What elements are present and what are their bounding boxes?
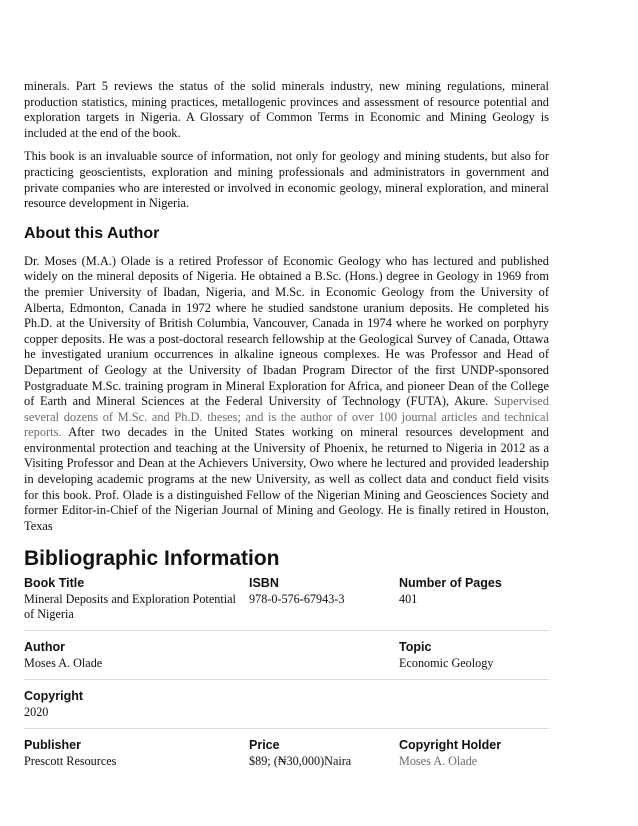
isbn-value: 978-0-576-67943-3 — [249, 592, 345, 607]
pages-cell — [399, 576, 549, 622]
page-content — [24, 79, 549, 777]
author-value: Moses A. Olade — [24, 656, 103, 671]
pages-value: 401 — [399, 592, 418, 607]
bib-row — [24, 572, 549, 631]
price-label: Price — [249, 738, 280, 753]
book-title-value: Mineral Deposits and Exploration Potential of Nigeria — [24, 592, 236, 622]
publisher-value: Prescott Resources — [24, 754, 117, 769]
topic-label: Topic — [399, 640, 432, 655]
topic-value: Economic Geology — [399, 656, 494, 671]
copyright-cell — [24, 689, 249, 720]
book-title-label: Book Title — [24, 576, 85, 591]
audience-paragraph: This book is an invaluable source of information, not only for geology and mining students, but also for practicing geoscientists, exploration and mining professionals and administrators in government and private companies who are interested or involved in economic geology, mineral exploration, and mineral resource development in Nigeria. — [24, 149, 549, 211]
author-bio-part3: After two decades in the United States working on mineral resources development and environmental protection and teaching at the University of Phoenix, he returned to Nigeria in 2012 as a Visiting Professor and Dean at the Achievers University, Owo where he lectured and provided leadership in developing academic programs at the new University, as well as collect data and conduct field visits for this book. Prof. Olade is a distinguished Fellow of the Nigerian Mining and Geosciences Society and former Editor-in-Chief of the Nigerian Journal of Mining and Geology. He is finally retired in Houston, Texas — [24, 425, 549, 533]
author-bio-part1: Dr. Moses (M.A.) Olade is a retired Professor of Economic Geology who has lectured and published widely on the mineral deposits of Nigeria. He obtained a B.Sc. (Hons.) degree in Geology in 1969 from the premier University of Ibadan, Nigeria, and M.Sc. in Economic Geology from the University of Alberta, Edmonton, Canada in 1972 where he studied sandstone uranium deposits. He completed his Ph.D. at the University of British Columbia, Vancouver, Canada in 1974 where he worked on porphyry copper deposits. He was a post-doctoral research fellowship at the Geological Survey of Canada, Ottawa he investigated uranium occurrences in alkaline igneous complexes. He was Professor and Head of Department of Geology at the University of Ibadan Program Director of the first UNDP-sponsored Postgraduate M.Sc. training program in Mineral Exploration for Africa, and pioneer Dean of the College of Earth and Mineral Sciences at the Federal University of Technology (FUTA), Akure. — [24, 253, 549, 409]
author-bio-muted: Supervised several dozens of M.Sc. and Ph.D. theses; and is the author of over 100 journal articles and technical reports. — [24, 394, 549, 440]
copyright-label: Copyright — [24, 689, 84, 704]
pages-label: Number of Pages — [399, 576, 502, 591]
publisher-cell — [24, 738, 249, 769]
publisher-label: Publisher — [24, 738, 81, 753]
isbn-label: ISBN — [249, 576, 279, 591]
about-author-heading: About this Author — [24, 224, 160, 242]
book-title-cell — [24, 576, 249, 622]
copyright-holder-value: Moses A. Olade — [399, 754, 478, 769]
author-cell — [24, 640, 249, 671]
intro-paragraph: minerals. Part 5 reviews the status of the solid minerals industry, new mining regulations, mineral production statistics, mining practices, metallogenic provinces and assessment of resource potential and exploration targets in Nigeria. A Glossary of Common Terms in Economic and Mining Geology is included at the end of the book. — [24, 79, 549, 140]
copyright-value: 2020 — [24, 705, 49, 720]
topic-cell — [399, 640, 549, 671]
bib-row — [24, 631, 549, 680]
bib-row — [24, 680, 549, 729]
bib-row — [24, 729, 549, 777]
bibliographic-heading: Bibliographic Information — [24, 547, 280, 571]
price-cell — [249, 738, 399, 769]
author-label: Author — [24, 640, 65, 655]
copyright-holder-label: Copyright Holder — [399, 738, 502, 753]
isbn-cell — [249, 576, 399, 622]
bibliographic-table — [24, 572, 549, 777]
empty-cell — [249, 640, 399, 671]
price-value: $89; (₦30,000)Naira — [249, 754, 352, 769]
author-bio — [24, 254, 549, 535]
copyright-holder-cell — [399, 738, 549, 769]
